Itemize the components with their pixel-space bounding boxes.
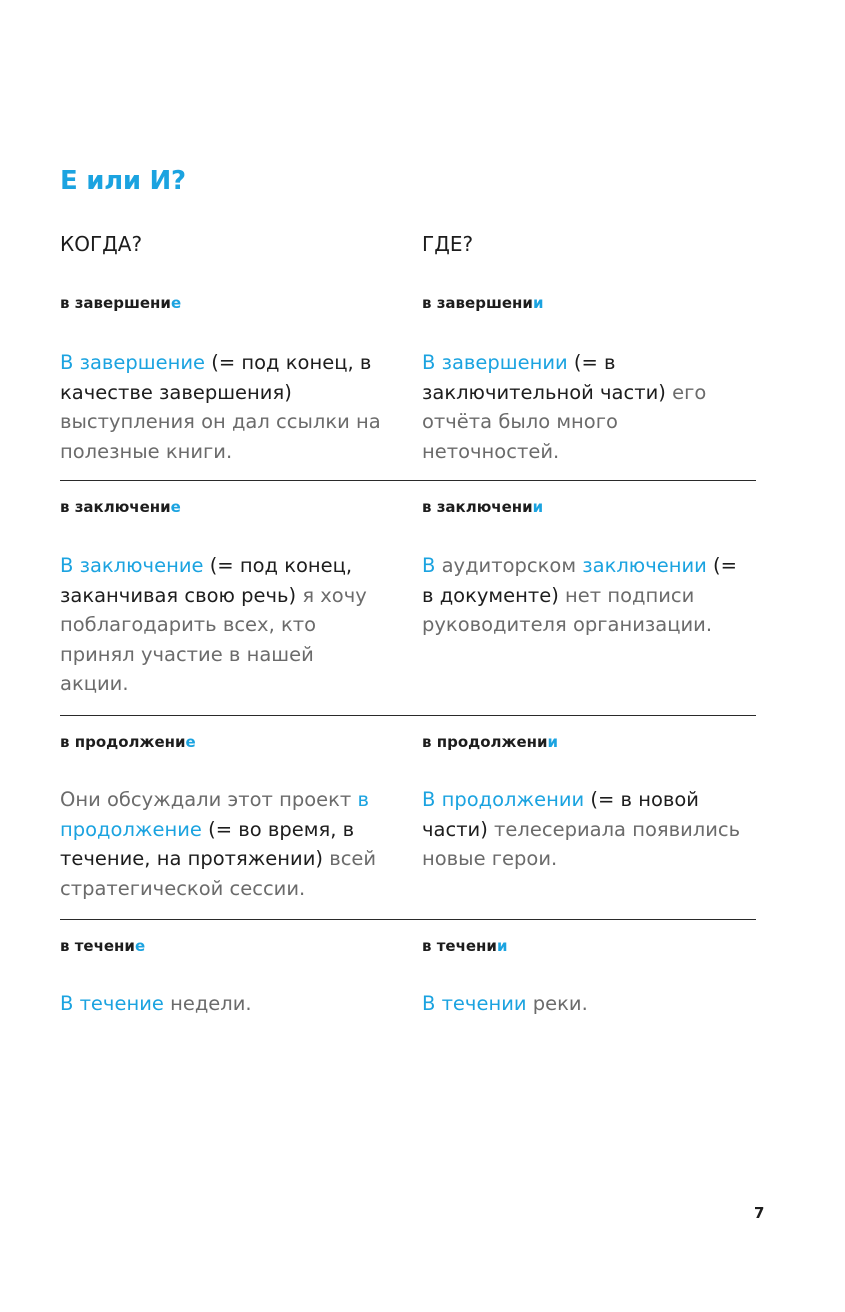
divider <box>60 480 756 481</box>
divider <box>60 715 756 716</box>
example-left: В завершение (= под конец, в качестве завершения) выступления он дал ссылки на полезные книги. <box>60 351 381 463</box>
term-left: в заключение <box>60 498 181 516</box>
term-right: в завершении <box>422 294 544 312</box>
example-left: Они обсуждали этот проект в продолжение (= во время, в течение, на протяжении) всей стратегической сессии. <box>60 788 377 900</box>
term-left: в завершение <box>60 294 182 312</box>
column-heading-when: КОГДА? <box>60 232 143 256</box>
ending-highlight: е <box>185 733 196 751</box>
ending-highlight: и <box>496 937 508 955</box>
term-left: в течение <box>60 937 146 955</box>
ending-highlight: е <box>170 294 182 312</box>
term-right: в заключении <box>422 498 544 516</box>
term-left: в продолжение <box>60 733 196 751</box>
ending-highlight: и <box>532 498 544 516</box>
divider <box>60 919 756 920</box>
ending-highlight: и <box>532 294 544 312</box>
example-right: В аудиторском заключении (= в документе) нет подписи руководителя организации. <box>422 554 737 636</box>
ending-highlight: и <box>547 733 559 751</box>
term-right: в продолжении <box>422 733 559 751</box>
example-left: В заключение (= под конец, заканчивая свою речь) я хочу поблагодарить всех, кто принял участие в нашей акции. <box>60 554 367 695</box>
ending-highlight: е <box>170 498 181 516</box>
page-number: 7 <box>754 1204 765 1222</box>
column-heading-where: ГДЕ? <box>422 232 474 256</box>
ending-highlight: е <box>134 937 146 955</box>
term-right: в течении <box>422 937 508 955</box>
example-left: В течение недели. <box>60 992 252 1015</box>
page-title: Е или И? <box>60 166 186 196</box>
example-right: В завершении (= в заключительной части) его отчёта было много неточностей. <box>422 351 707 463</box>
example-right: В продолжении (= в новой части) телесериала появились новые герои. <box>422 788 741 870</box>
example-right: В течении реки. <box>422 992 588 1015</box>
